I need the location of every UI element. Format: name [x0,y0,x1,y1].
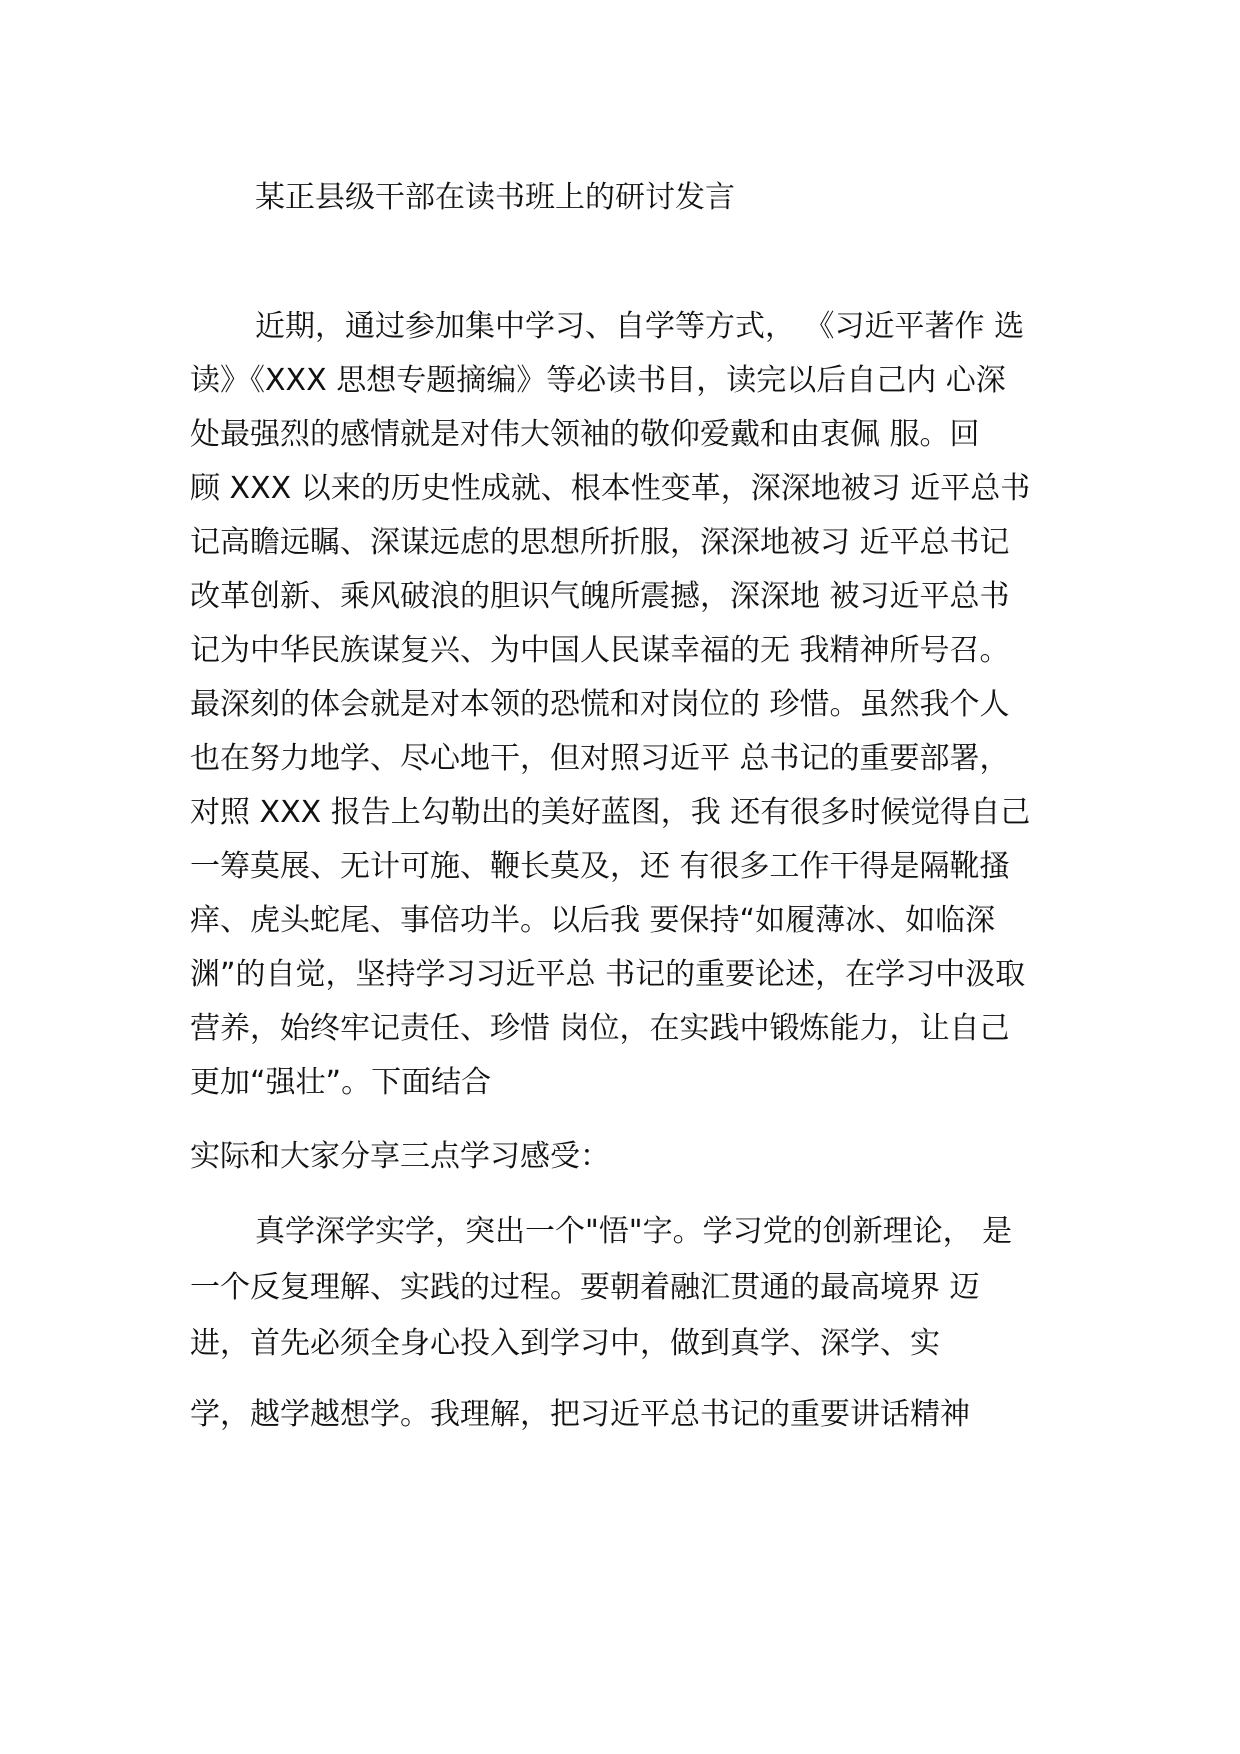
paragraph-1-line: 痒、虎头蛇尾、事倍功半。以后我 要保持“如履薄冰、如临深 [190,903,996,938]
paragraph-1-line: 近期，通过参加集中学习、自学等方式， 《习近平著作 选 [255,309,1025,344]
paragraph-1-line: 记为中华民族谋复兴、为中国人民谋幸福的无 我精神所号召。 [190,633,1010,668]
paragraph-1-line: 最深刻的体会就是对本领的恐慌和对岗位的 珍惜。虽然我个人 [190,687,1010,722]
document-title: 某正县级干部在读书班上的研讨发言 [255,180,735,215]
paragraph-3-line: 学，越学越想学。我理解，把习近平总书记的重要讲话精神 [190,1397,970,1432]
paragraph-1-line: 记高瞻远瞩、深谋远虑的思想所折服，深深地被习 近平总书记 [190,525,1010,560]
paragraph-1-line: 一筹莫展、无计可施、鞭长莫及，还 有很多工作干得是隔靴搔 [190,849,1010,884]
paragraph-3-line: 进，首先必须全身心投入到学习中，做到真学、深学、实 [190,1326,940,1361]
paragraph-1-line: 对照 XXX 报告上勾勒出的美好蓝图，我 还有很多时候觉得自己 [190,795,1031,830]
paragraph-1-line: 读》《XXX 思想专题摘编》等必读书目，读完以后自己内 心深 [190,363,1006,398]
paragraph-1-line: 处最强烈的感情就是对伟大领袖的敬仰爱戴和由衷佩 服。回 [190,417,980,452]
paragraph-1-line: 营养，始终牢记责任、珍惜 岗位，在实践中锻炼能力，让自己 [190,1011,1010,1046]
paragraph-1-line: 更加“强壮”。下面结合 [190,1065,492,1100]
paragraph-3-line: 一个反复理解、实践的过程。要朝着融汇贯通的最高境界 迈 [190,1270,980,1305]
paragraph-1-line: 也在努力地学、尽心地干，但对照习近平 总书记的重要部署， [190,741,1010,776]
paragraph-3-line: 真学深学实学，突出一个"悟"字。学习党的创新理论， 是 [255,1214,1013,1249]
paragraph-1-line: 渊”的自觉，坚持学习习近平总 书记的重要论述，在学习中汲取 [190,957,1026,992]
paragraph-2: 实际和大家分享三点学习感受： [190,1139,610,1174]
paragraph-1-line: 改革创新、乘风破浪的胆识气魄所震撼，深深地 被习近平总书 [190,579,1010,614]
paragraph-1-line: 顾 XXX 以来的历史性成就、根本性变革，深深地被习 近平总书 [190,471,1031,506]
